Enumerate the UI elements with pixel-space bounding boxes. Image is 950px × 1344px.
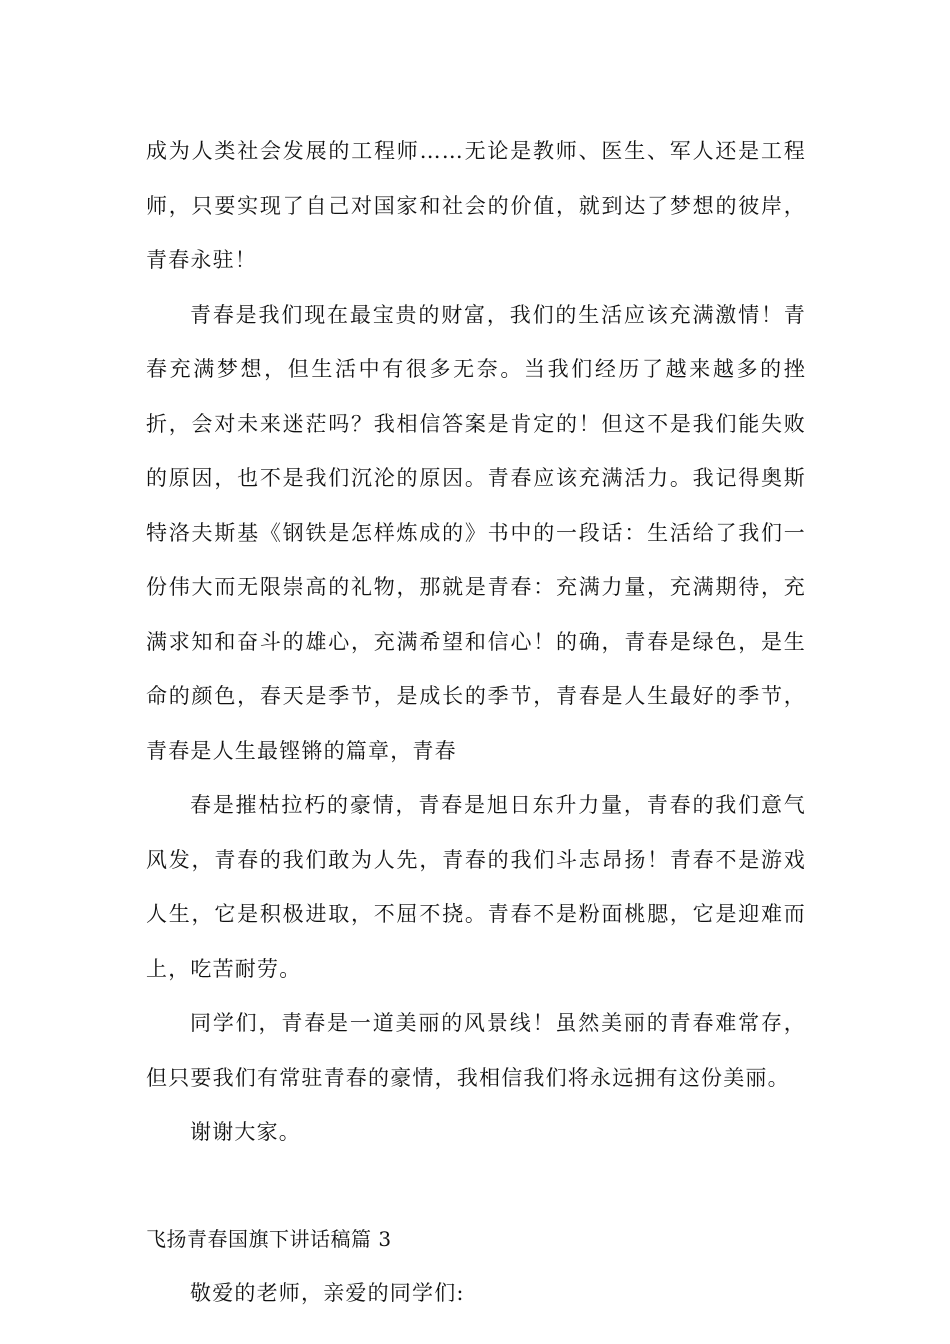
paragraph: 同学们，青春是一道美丽的风景线！虽然美丽的青春难常存，但只要我们有常驻青春的豪情，我相信我们将永远拥有这份美丽。: [146, 1011, 806, 1090]
paragraph: 成为人类社会发展的工程师……无论是教师、医生、军人还是工程师，只要实现了自己对国家和社会的价值，就到达了梦想的彼岸，青春永驻！: [146, 139, 806, 272]
paragraph-closing: 谢谢大家。: [190, 1120, 301, 1144]
greeting: 敬爱的老师，亲爱的同学们:: [190, 1281, 465, 1305]
section-heading: 飞扬青春国旗下讲话稿篇 3: [146, 1226, 392, 1251]
document-body: [146, 124, 806, 1321]
paragraph: 春是摧枯拉朽的豪情，青春是旭日东升力量，青春的我们意气风发，青春的我们敢为人先，青春的我们斗志昂扬！青春不是游戏人生，它是积极进取，不屈不挠。青春不是粉面桃腮，它是迎难而上，吃苦耐劳。: [146, 793, 806, 981]
paragraph: 青春是我们现在最宝贵的财富，我们的生活应该充满激情！青春充满梦想，但生活中有很多无奈。当我们经历了越来越多的挫折，会对未来迷茫吗？我相信答案是肯定的！但这不是我们能失败的原因，也不是我们沉沦的原因。青春应该充满活力。我记得奥斯特洛夫斯基《钢铁是怎样炼成的》书中的一段话：生活给了我们一份伟大而无限崇高的礼物，那就是青春：充满力量，充满期待，充满求知和奋斗的雄心，充满希望和信心！的确，青春是绿色，是生命的颜色，春天是季节，是成长的季节，青春是人生最好的季节，青春是人生最铿锵的篇章，青春: [146, 302, 806, 763]
section-spacer: [146, 1160, 806, 1212]
